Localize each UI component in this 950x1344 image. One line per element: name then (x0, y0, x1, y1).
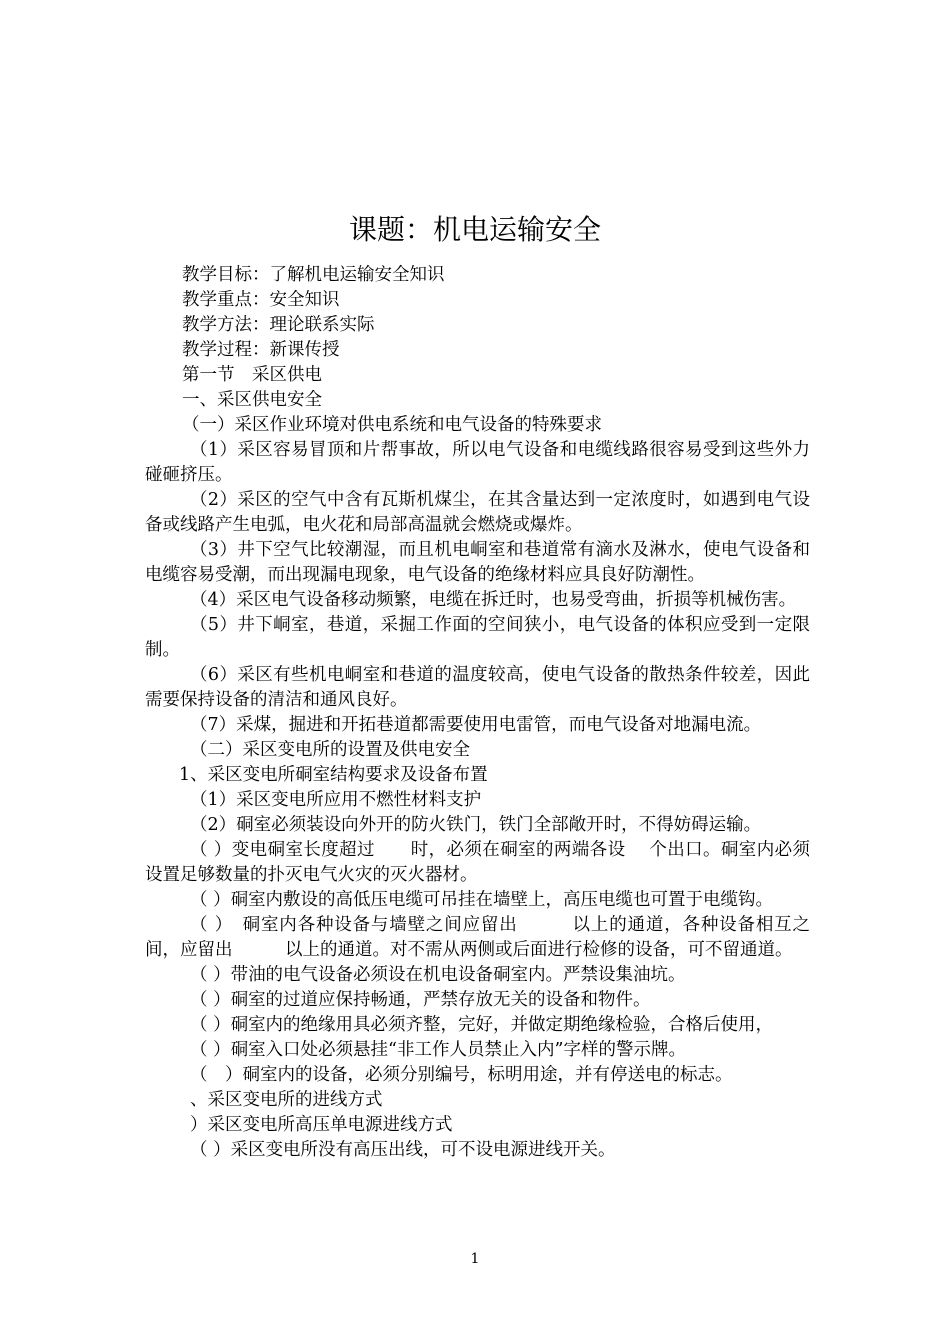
paragraph: 教学方法：理论联系实际 (182, 315, 375, 335)
paragraph: ）采区变电所高压单电源进线方式 (190, 1115, 453, 1135)
paragraph: （ ） 硐室内各种设备与墙壁之间应留出 以上的通道，各种设备相互之间，应留出 以上的通道。对不需从两侧或后面进行检修的设备，可不留通道。 (145, 915, 810, 960)
paragraph: （一）采区作业环境对供电系统和电气设备的特殊要求 (182, 415, 602, 435)
paragraph: （ ）硐室内敷设的高低压电缆可吊挂在墙壁上，高压电缆也可置于电缆钩。 (190, 890, 774, 910)
paragraph: （2）硐室必须装设向外开的防火铁门，铁门全部敞开时，不得妨碍运输。 (190, 815, 762, 835)
paragraph: （ ）硐室的过道应保持畅通，严禁存放无关的设备和物件。 (190, 990, 651, 1010)
paragraph: （ ）硐室内的设备，必须分别编号，标明用途，并有停送电的标志。 (190, 1065, 733, 1085)
paragraph: 教学目标：了解机电运输安全知识 (182, 265, 445, 285)
paragraph: （ ）变电硐室长度超过 时，必须在硐室的两端各设 个出口。硐室内必须设置足够数量的扑灭电气火灾的灭火器材。 (145, 840, 810, 885)
page-title: 课题：机电运输安全 (348, 213, 601, 246)
paragraph: 教学过程：新课传授 (182, 340, 340, 360)
document-body (145, 263, 810, 1163)
paragraph: 一、采区供电安全 (182, 390, 322, 410)
paragraph: （ ）硐室入口处必须悬挂“非工作人员禁止入内”字样的警示牌。 (190, 1040, 686, 1060)
paragraph: （ ）采区变电所没有高压出线，可不设电源进线开关。 (190, 1140, 616, 1160)
paragraph: （6）采区有些机电峒室和巷道的温度较高，使电气设备的散热条件较差，因此需要保持设备的清洁和通风良好。 (145, 665, 810, 710)
paragraph: （1）采区变电所应用不燃性材料支护 (190, 790, 482, 810)
paragraph: （二）采区变电所的设置及供电安全 (190, 740, 470, 760)
paragraph: 、采区变电所的进线方式 (190, 1090, 383, 1110)
paragraph: 第一节 采区供电 (182, 365, 322, 385)
paragraph: （ ）带油的电气设备必须设在机电设备硐室内。严禁设集油坑。 (190, 965, 686, 985)
paragraph: （7）采煤，掘进和开拓巷道都需要使用电雷管，而电气设备对地漏电流。 (190, 715, 762, 735)
paragraph: （2）采区的空气中含有瓦斯机煤尘，在其含量达到一定浓度时，如遇到电气设备或线路产生电弧，电火花和局部高温就会燃烧或爆炸。 (145, 490, 810, 535)
paragraph: 1、采区变电所硐室结构要求及设备布置 (179, 765, 488, 785)
paragraph: （4）采区电气设备移动频繁，电缆在拆迁时，也易受弯曲，折损等机械伤害。 (190, 590, 797, 610)
paragraph: （5）井下峒室，巷道，采掘工作面的空间狭小，电气设备的体积应受到一定限制。 (145, 615, 810, 660)
paragraph: 教学重点：安全知识 (182, 290, 340, 310)
paragraph: （3）井下空气比较潮湿，而且机电峒室和巷道常有滴水及淋水，使电气设备和电缆容易受潮，而出现漏电现象，电气设备的绝缘材料应具良好防潮性。 (145, 540, 810, 585)
paragraph: （ ）硐室内的绝缘用具必须齐整，完好，并做定期绝缘检验，合格后使用， (190, 1015, 774, 1035)
page-number: 1 (470, 1251, 480, 1267)
paragraph: （1）采区容易冒顶和片帮事故，所以电气设备和电缆线路很容易受到这些外力碰砸挤压。 (145, 440, 810, 485)
